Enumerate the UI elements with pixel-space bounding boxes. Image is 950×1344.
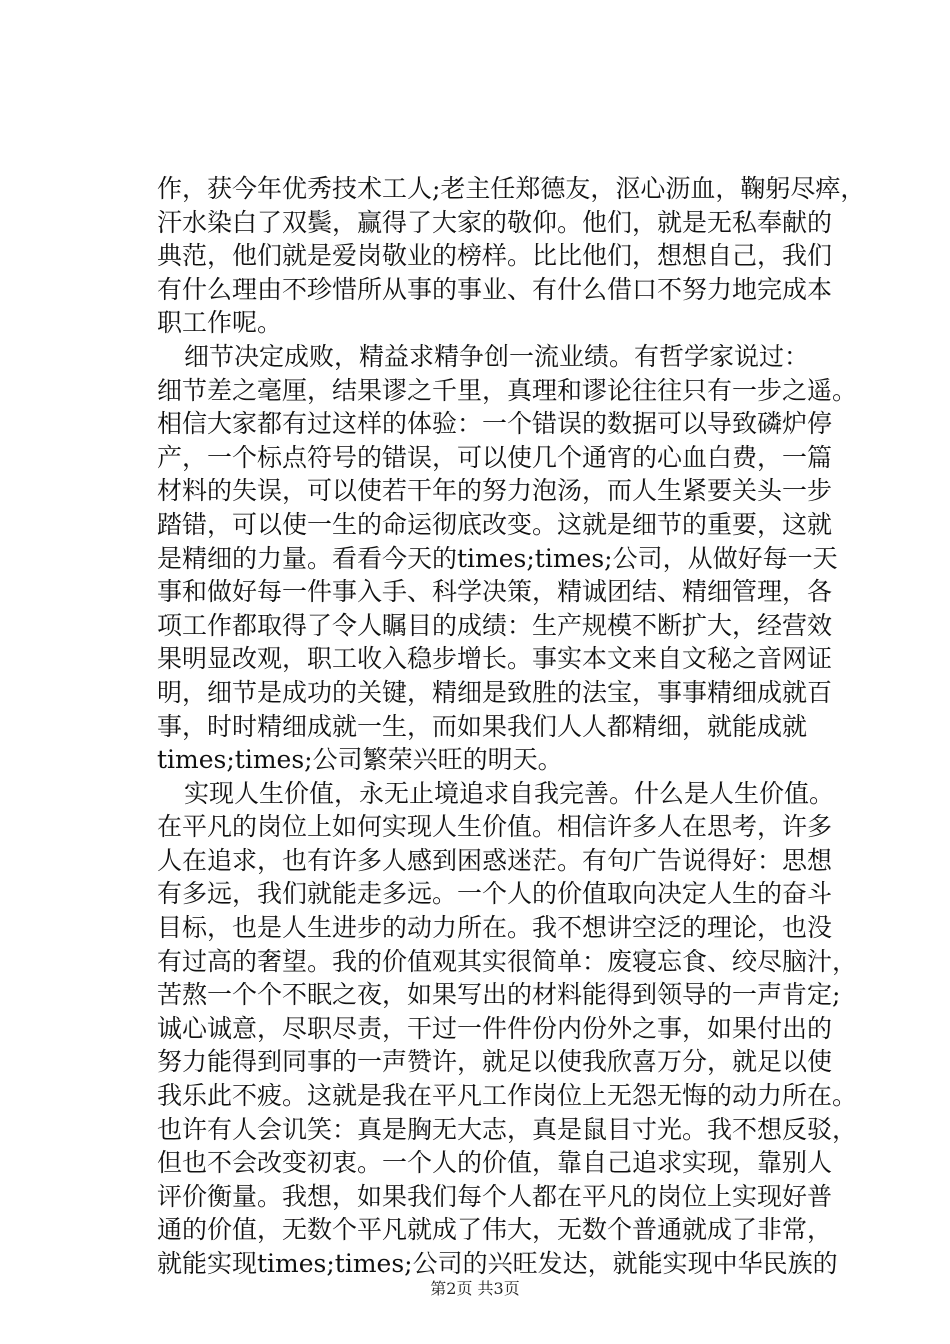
text-line: 在平凡的岗位上如何实现人生价值。相信许多人在思考，许多	[157, 812, 833, 842]
text-line: 材料的失误，可以使若干年的努力泡汤，而人生紧要关头一步	[157, 476, 833, 506]
text-line: 有多远，我们就能走多远。一个人的价值取向决定人生的奋斗	[157, 879, 833, 909]
text-line: 努力能得到同事的一声赞许，就足以使我欣喜万分，就足以使	[157, 1047, 833, 1077]
text-line: 明，细节是成功的关键，精细是致胜的法宝，事事精细成就百	[157, 677, 833, 707]
text-line: 汗水染白了双鬓，赢得了大家的敬仰。他们，就是无私奉献的	[157, 207, 833, 237]
text-line: 评价衡量。我想，如果我们每个人都在平凡的岗位上实现好普	[157, 1181, 833, 1211]
text-line: 作，获今年优秀技术工人;老主任郑德友，沤心沥血，鞠躬尽瘁，	[157, 174, 866, 203]
paragraph-start-line: 细节决定成败，精益求精争创一流业绩。有哲学家说过：	[184, 341, 810, 371]
text-line: 项工作都取得了令人瞩目的成绩：生产规模不断扩大，经营效	[157, 610, 833, 640]
text-line: 有什么理由不珍惜所从事的事业、有什么借口不努力地完成本	[157, 274, 833, 304]
page-number-footer: 第2页 共3页	[430, 1279, 520, 1298]
text-line: 通的价值，无数个平凡就成了伟大，无数个普通就成了非常，	[157, 1215, 833, 1245]
text-line: 细节差之毫厘，结果谬之千里，真理和谬论往往只有一步之遥。	[157, 375, 858, 405]
text-line: 目标，也是人生进步的动力所在。我不想讲空泛的理论，也没	[157, 913, 833, 943]
text-line: 有过高的奢望。我的价值观其实很简单：废寝忘食、绞尽脑汁，	[157, 946, 858, 976]
text-line: times;times;公司繁荣兴旺的明天。	[157, 745, 563, 775]
text-line: 职工作呢。	[157, 308, 283, 338]
text-line: 也许有人会讥笑：真是胸无大志，真是鼠目寸光。我不想反驳，	[157, 1114, 858, 1144]
text-line: 果明显改观，职工收入稳步增长。事实本文来自文秘之音网证	[157, 644, 833, 674]
text-line: 人在追求，也有许多人感到困惑迷茫。有句广告说得好：思想	[157, 845, 833, 875]
body-text	[157, 172, 866, 1281]
text-line: 但也不会改变初衷。一个人的价值，靠自己追求实现，靠别人	[157, 1148, 833, 1178]
text-line: 产，一个标点符号的错误，可以使几个通宵的心血白费，一篇	[157, 442, 833, 472]
text-line: 踏错，可以使一生的命运彻底改变。这就是细节的重要，这就	[157, 509, 833, 539]
paragraph-start-line: 实现人生价值，永无止境追求自我完善。什么是人生价值。	[184, 778, 835, 808]
text-line: 诚心诚意，尽职尽责，干过一件件份内份外之事，如果付出的	[157, 1013, 833, 1043]
text-line: 就能实现times;times;公司的兴旺发达，就能实现中华民族的	[157, 1249, 838, 1278]
text-line: 相信大家都有过这样的体验：一个错误的数据可以导致磷炉停	[157, 409, 833, 439]
text-line: 苦熬一个个不眠之夜，如果写出的材料能得到领导的一声肯定;	[157, 980, 841, 1010]
text-line: 我乐此不疲。这就是我在平凡工作岗位上无怨无悔的动力所在。	[157, 1081, 858, 1111]
text-line: 是精细的力量。看看今天的times;times;公司，从做好每一天	[157, 543, 838, 573]
text-line: 典范，他们就是爱岗敬业的榜样。比比他们，想想自己，我们	[157, 241, 833, 271]
text-line: 事和做好每一件事入手、科学决策，精诚团结、精细管理，各	[157, 577, 833, 607]
text-line: 事，时时精细成就一生，而如果我们人人都精细，就能成就	[157, 711, 808, 741]
